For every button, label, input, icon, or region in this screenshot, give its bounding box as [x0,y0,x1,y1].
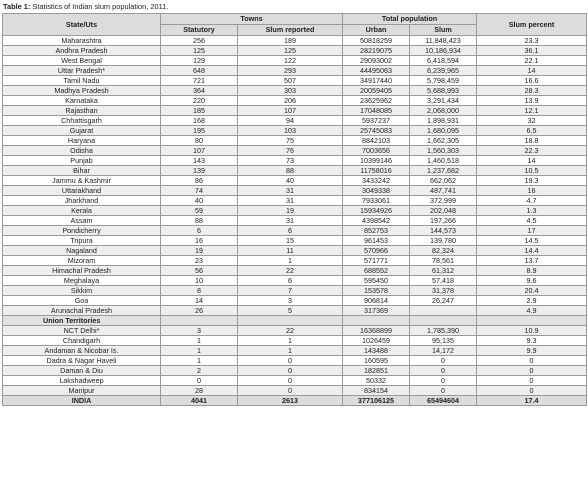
table-row [3,386,587,396]
table-row [3,116,587,126]
table-row [3,176,587,186]
cell-slum-percent: 19.3 [477,176,587,186]
cell-slum-percent: 13.9 [477,96,587,106]
table-caption [3,2,168,11]
cell-slum: 82,324 [410,246,477,256]
total-row [3,396,587,406]
cell-statutory: 59 [161,206,238,216]
cell-slum-reported: 73 [238,156,343,166]
table-row [3,166,587,176]
cell-state: Assam [3,216,161,226]
cell-slum-percent: 22.3 [477,146,587,156]
cell-slum-percent: 22.1 [477,56,587,66]
cell-statutory: 40 [161,196,238,206]
cell-slum-percent: 0 [477,366,587,376]
cell-slum-percent: 12.1 [477,106,587,116]
cell-urban: 317369 [343,306,410,316]
cell-urban: 834154 [343,386,410,396]
cell-urban: 571771 [343,256,410,266]
cell-slum-percent: 20.4 [477,286,587,296]
cell-state: Jharkhand [3,196,161,206]
cell-state: Mizoram [3,256,161,266]
cell-slum-percent: 9.6 [477,276,587,286]
cell-slum: 1,237,682 [410,166,477,176]
cell-state: Kerala [3,206,161,216]
cell-slum-percent: 8.9 [477,266,587,276]
cell-urban: 25745083 [343,126,410,136]
table-row [3,136,587,146]
cell-state: Tripura [3,236,161,246]
cell-state: Daman & Diu [3,366,161,376]
cell-state: Andhra Pradesh [3,46,161,56]
cell-state: Goa [3,296,161,306]
table-row [3,66,587,76]
cell-slum: 1,785,390 [410,326,477,336]
cell-statutory: 0 [161,376,238,386]
cell-statutory: 88 [161,216,238,226]
cell-slum-reported: 15 [238,236,343,246]
cell-slum-percent: 2.9 [477,296,587,306]
cell-slum-reported: 1 [238,346,343,356]
cell-urban: 7933061 [343,196,410,206]
table-row [3,196,587,206]
cell-slum: 31,378 [410,286,477,296]
cell-statutory: 168 [161,116,238,126]
cell-slum-percent: 14 [477,66,587,76]
header-slum-percent: Slum percent [477,14,587,36]
cell-slum-percent: 9.3 [477,336,587,346]
cell-urban: 29093002 [343,56,410,66]
cell-statutory: 10 [161,276,238,286]
cell-statutory: 195 [161,126,238,136]
cell-urban: 28219075 [343,46,410,56]
table-row [3,236,587,246]
cell-slum-reported: 40 [238,176,343,186]
cell-urban: 3433242 [343,176,410,186]
cell-slum-percent: 16.6 [477,76,587,86]
cell-slum: 1,460,518 [410,156,477,166]
cell-slum: 78,561 [410,256,477,266]
cell-slum-percent: 32 [477,116,587,126]
table-row [3,366,587,376]
section-row-union-territories [3,316,587,326]
cell-statutory: 1 [161,336,238,346]
cell-statutory: 1 [161,346,238,356]
cell-statutory: 107 [161,146,238,156]
cell-slum-reported: 5 [238,306,343,316]
table-row [3,256,587,266]
cell-urban: 377106125 [343,396,410,406]
cell-slum: 0 [410,366,477,376]
cell-state: Pondicherry [3,226,161,236]
cell-statutory: 2 [161,366,238,376]
table-row [3,276,587,286]
cell-statutory: 86 [161,176,238,186]
cell-urban: 5937237 [343,116,410,126]
cell-slum-reported: 1 [238,256,343,266]
cell-state: INDIA [3,396,161,406]
cell-slum: 0 [410,356,477,366]
cell-urban: 4398542 [343,216,410,226]
cell-slum-percent: 1.3 [477,206,587,216]
cell-slum: 6,418,594 [410,56,477,66]
cell-slum-reported: 31 [238,186,343,196]
header-slum-reported: Slum reported [238,25,343,36]
cell-slum-percent: 4.5 [477,216,587,226]
cell-statutory: 74 [161,186,238,196]
cell-slum: 5,798,459 [410,76,477,86]
cell-slum-reported: 6 [238,226,343,236]
cell-slum-reported: 107 [238,106,343,116]
cell-slum: 57,418 [410,276,477,286]
cell-slum-reported: 22 [238,266,343,276]
cell-statutory: 3 [161,326,238,336]
cell-statutory: 19 [161,246,238,256]
cell-state: Uttar Pradesh* [3,66,161,76]
cell-slum-reported: 0 [238,366,343,376]
cell-state: Madhya Pradesh [3,86,161,96]
cell-state: Sikkim [3,286,161,296]
cell-urban: 906814 [343,296,410,306]
cell-state: Punjab [3,156,161,166]
cell-urban: 20059405 [343,86,410,96]
cell-slum: 202,048 [410,206,477,216]
cell-slum: 372,999 [410,196,477,206]
cell-slum: 1,898,931 [410,116,477,126]
header-state: State/Uts [3,14,161,36]
cell-urban: 16368899 [343,326,410,336]
cell-state: Chhattisgarh [3,116,161,126]
cell-state: Himachal Pradesh [3,266,161,276]
cell-slum-percent: 0 [477,376,587,386]
cell-slum: 1,680,095 [410,126,477,136]
cell-state: Meghalaya [3,276,161,286]
empty-cell [238,316,343,326]
cell-statutory: 129 [161,56,238,66]
cell-slum-reported: 75 [238,136,343,146]
cell-slum-reported: 31 [238,196,343,206]
cell-slum: 3,291,434 [410,96,477,106]
cell-state: Tamil Nadu [3,76,161,86]
cell-urban: 961453 [343,236,410,246]
table-row [3,286,587,296]
cell-slum-reported: 6 [238,276,343,286]
cell-urban: 570966 [343,246,410,256]
table-row [3,36,587,46]
cell-urban: 153578 [343,286,410,296]
cell-slum: 144,573 [410,226,477,236]
cell-slum: 5,688,993 [410,86,477,96]
table-row [3,356,587,366]
cell-urban: 15934926 [343,206,410,216]
empty-cell [410,316,477,326]
cell-state: NCT Delhi* [3,326,161,336]
table-row [3,336,587,346]
table-row [3,46,587,56]
cell-urban: 34917440 [343,76,410,86]
cell-urban: 8842103 [343,136,410,146]
cell-statutory: 125 [161,46,238,56]
cell-slum-reported: 31 [238,216,343,226]
cell-statutory: 4041 [161,396,238,406]
cell-state: Uttarakhand [3,186,161,196]
cell-slum-percent: 14 [477,156,587,166]
cell-statutory: 56 [161,266,238,276]
cell-slum: 1,662,305 [410,136,477,146]
cell-slum-percent: 0 [477,386,587,396]
cell-urban: 10399146 [343,156,410,166]
cell-slum: 11,848,423 [410,36,477,46]
cell-slum: 61,312 [410,266,477,276]
cell-urban: 50332 [343,376,410,386]
cell-slum-percent: 14.5 [477,236,587,246]
cell-slum: 95,135 [410,336,477,346]
header-statutory: Statutory [161,25,238,36]
cell-slum-reported: 3 [238,296,343,306]
cell-slum [410,306,477,316]
cell-slum-reported: 303 [238,86,343,96]
cell-urban: 7003656 [343,146,410,156]
cell-state: Odisha [3,146,161,156]
cell-slum-percent: 36.1 [477,46,587,56]
cell-slum-percent: 4.7 [477,196,587,206]
cell-slum: 487,741 [410,186,477,196]
cell-statutory: 14 [161,296,238,306]
cell-slum-reported: 125 [238,46,343,56]
cell-state: Andaman & Nicobar Is. [3,346,161,356]
cell-slum-percent: 9.9 [477,346,587,356]
cell-urban: 17048085 [343,106,410,116]
cell-slum-reported: 76 [238,146,343,156]
cell-slum: 139,780 [410,236,477,246]
cell-state: Maharashtra [3,36,161,46]
cell-slum-percent: 4.9 [477,306,587,316]
cell-slum-percent: 16 [477,186,587,196]
table-row [3,296,587,306]
header-towns: Towns [161,14,343,25]
cell-slum: 662,062 [410,176,477,186]
cell-urban: 595450 [343,276,410,286]
cell-state: Karnataka [3,96,161,106]
table-row [3,76,587,86]
empty-cell [161,316,238,326]
cell-slum-percent: 23.3 [477,36,587,46]
table-row [3,56,587,66]
cell-slum-percent: 10.9 [477,326,587,336]
table-row [3,206,587,216]
caption-label: Table 1: [3,2,31,11]
cell-statutory: 23 [161,256,238,266]
cell-statutory: 364 [161,86,238,96]
cell-slum-percent: 6.5 [477,126,587,136]
cell-slum-percent: 17 [477,226,587,236]
table-row [3,326,587,336]
cell-urban: 3049338 [343,186,410,196]
cell-slum-reported: 0 [238,356,343,366]
cell-slum-percent: 14.4 [477,246,587,256]
cell-statutory: 220 [161,96,238,106]
cell-slum: 197,266 [410,216,477,226]
cell-state: Dadra & Nagar Haveli [3,356,161,366]
table-row [3,246,587,256]
table-row [3,346,587,356]
table-row [3,156,587,166]
cell-slum-reported: 293 [238,66,343,76]
cell-state: Lakshadweep [3,376,161,386]
table-row [3,146,587,156]
table-header [3,14,587,36]
cell-urban: 688552 [343,266,410,276]
cell-statutory: 139 [161,166,238,176]
cell-statutory: 1 [161,356,238,366]
cell-slum-percent: 0 [477,356,587,366]
table-row [3,226,587,236]
cell-slum: 26,247 [410,296,477,306]
cell-state: Chandigarh [3,336,161,346]
header-slum: Slum [410,25,477,36]
cell-slum-reported: 1 [238,336,343,346]
empty-cell [477,316,587,326]
cell-slum: 10,186,934 [410,46,477,56]
cell-slum-reported: 7 [238,286,343,296]
table-row [3,306,587,316]
table-row [3,376,587,386]
cell-slum-reported: 0 [238,376,343,386]
cell-statutory: 26 [161,306,238,316]
cell-slum-reported: 22 [238,326,343,336]
cell-urban: 50818259 [343,36,410,46]
cell-slum-reported: 94 [238,116,343,126]
cell-slum: 14,172 [410,346,477,356]
cell-slum-percent: 10.5 [477,166,587,176]
cell-state: Bihar [3,166,161,176]
cell-statutory: 80 [161,136,238,146]
cell-urban: 160595 [343,356,410,366]
cell-urban: 11758016 [343,166,410,176]
cell-statutory: 721 [161,76,238,86]
cell-slum-percent: 18.8 [477,136,587,146]
header-total-population: Total population [343,14,477,25]
cell-state: West Bengal [3,56,161,66]
section-label: Union Territories [3,316,161,326]
cell-state: Manipur [3,386,161,396]
cell-state: Rajasthan [3,106,161,116]
cell-slum: 0 [410,376,477,386]
cell-slum-percent: 28.3 [477,86,587,96]
cell-urban: 182851 [343,366,410,376]
cell-slum: 6,239,965 [410,66,477,76]
cell-slum-percent: 13.7 [477,256,587,266]
cell-slum-reported: 507 [238,76,343,86]
cell-slum: 2,068,000 [410,106,477,116]
cell-state: Jammu & Kashmir [3,176,161,186]
cell-slum: 65494604 [410,396,477,406]
cell-slum-reported: 11 [238,246,343,256]
cell-statutory: 143 [161,156,238,166]
cell-urban: 44495063 [343,66,410,76]
cell-slum: 0 [410,386,477,396]
cell-urban: 1026459 [343,336,410,346]
table-row [3,266,587,276]
table-body [3,36,587,406]
cell-slum-reported: 0 [238,386,343,396]
table-row [3,186,587,196]
caption-text: Statistics of Indian slum population, 2011. [32,2,169,11]
empty-cell [343,316,410,326]
cell-statutory: 6 [161,226,238,236]
cell-slum-reported: 206 [238,96,343,106]
cell-slum: 1,560,303 [410,146,477,156]
slum-statistics-table [2,13,587,406]
cell-state: Haryana [3,136,161,146]
cell-slum-reported: 122 [238,56,343,66]
table-row [3,216,587,226]
table-row [3,126,587,136]
cell-slum-reported: 88 [238,166,343,176]
header-urban: Urban [343,25,410,36]
table-row [3,106,587,116]
cell-statutory: 648 [161,66,238,76]
cell-statutory: 28 [161,386,238,396]
cell-slum-reported: 2613 [238,396,343,406]
table-row [3,96,587,106]
cell-slum-reported: 19 [238,206,343,216]
cell-urban: 23625962 [343,96,410,106]
cell-urban: 143488 [343,346,410,356]
cell-statutory: 8 [161,286,238,296]
cell-slum-reported: 189 [238,36,343,46]
cell-statutory: 185 [161,106,238,116]
cell-statutory: 256 [161,36,238,46]
cell-state: Arunachal Pradesh [3,306,161,316]
cell-slum-percent: 17.4 [477,396,587,406]
cell-statutory: 16 [161,236,238,246]
cell-urban: 852753 [343,226,410,236]
cell-slum-reported: 103 [238,126,343,136]
table-row [3,86,587,96]
cell-state: Gujarat [3,126,161,136]
cell-state: Nagaland [3,246,161,256]
